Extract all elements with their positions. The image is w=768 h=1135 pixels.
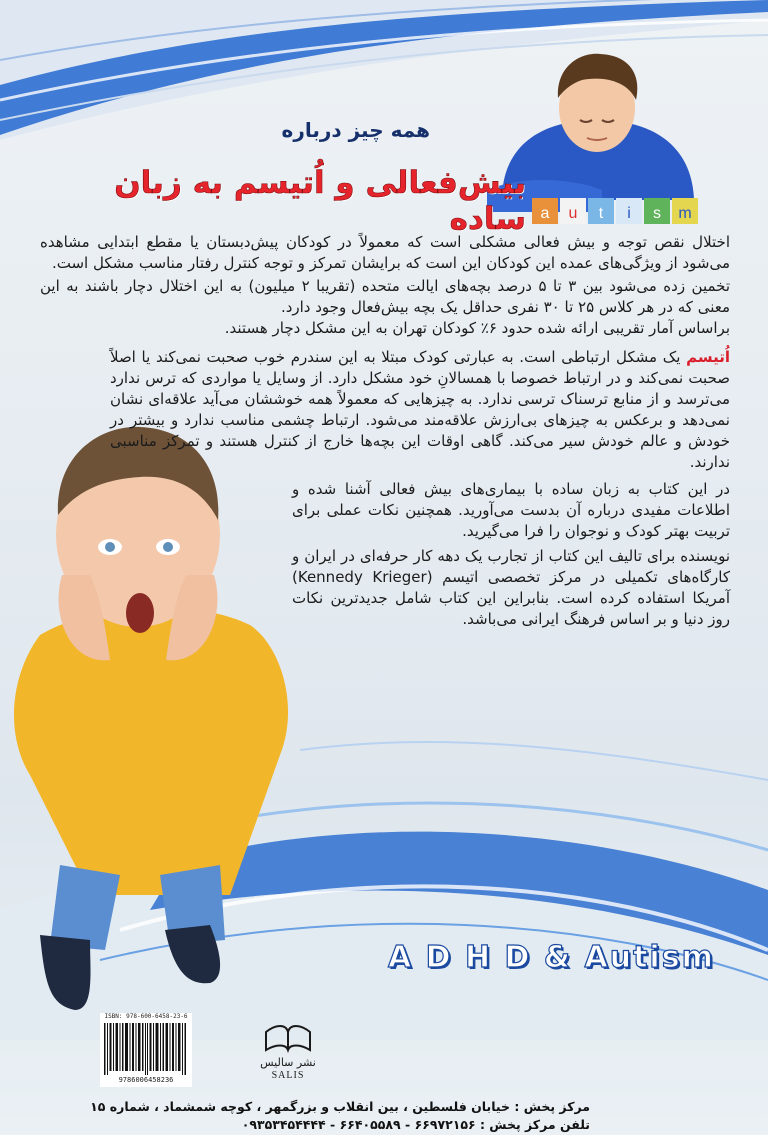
- distribution-phones: تلفن مرکز پخش : ۶۶۹۷۲۱۵۶ - ۶۶۴۰۵۵۸۹ - ۰۹۳۵۳۴۵۴۴۴۴: [241, 1117, 590, 1132]
- back-cover-description: [40, 232, 730, 630]
- block-letter: a: [540, 205, 550, 222]
- cover-title: بیش‌فعالی و اُتیسم به زبان ساده: [114, 165, 526, 237]
- paragraph-adhd-statistics: تخمین زده می‌شود بین ۳ تا ۵ درصد بچه‌های ایالت متحده (تقریبا ۲ میلیون) به این اختلال دچار باشند به این معنی که در هر کلاس ۲۵ تا ۳۰ نفری حداقل یک بچه بیش‌فعال وجود دارد.: [40, 277, 731, 316]
- isbn-label: ISBN: 978-600-6458-23-6: [104, 1013, 188, 1020]
- distribution-info: [90, 1098, 590, 1134]
- block-letter: s: [653, 205, 661, 222]
- block-letter: u: [568, 205, 578, 222]
- autism-highlight: اُتیسم: [686, 348, 730, 366]
- paragraph-tehran-statistics: براساس آمار تقریبی ارائه شده حدود ۶٪ کودکان تهران به این مشکل دچار هستند.: [224, 319, 730, 337]
- block-letter: i: [627, 205, 631, 222]
- barcode-bars: [104, 1023, 188, 1075]
- paragraph-adhd-intro: اختلال نقص توجه و بیش فعالی مشکلی است که معمولاً در کودکان پیش‌دبستان یا مقطع ابتدایی مشاهده می‌شود از ویژگی‌های عمده این کودکان این است که برایشان تمرکز و توجه کنترل رفتار مناسب مشکل است.: [40, 233, 730, 272]
- block-letter: t: [598, 205, 604, 222]
- publisher-name: SALIS: [271, 1070, 305, 1081]
- isbn-barcode: [100, 1013, 192, 1087]
- cover-subtitle: همه چیز درباره: [281, 118, 430, 142]
- barcode-number: 9786006458236: [118, 1076, 174, 1084]
- publisher-logo-text: نشر سالیس: [260, 1056, 316, 1069]
- paragraph-autism: [110, 347, 730, 473]
- autism-description: یک مشکل ارتباطی است. به عبارتی کودک مبتلا به این سندرم خوب صحبت نمی‌کند یا اصلاً صحبت نمی‌کند و در ارتباط خصوصا با همسالانِ خود مشکل دارد. از وسایل یا مواردی که ترس ندارد می‌ترسد و از منابع ترسناک ترسی ندارد. به چیزهایی که معمولاً همه خوششان می‌آید علاقه‌ای نشان نمی‌دهد و برعکس به چیزهای بی‌ارزش علاقه‌مند می‌شود. ارتباط چشمی مناسب ندارد و بیشتر در خودش و عالم خودش سیر می‌کند. گاهی اوقات این بچه‌ها خارج از کنترل هستند و تمرکز مناسبی ندارند.: [110, 348, 730, 471]
- adhd-autism-brand: A D H D & Autism: [388, 940, 715, 975]
- paragraph-author-experience: نویسنده برای تالیف این کتاب از تجارب یک دهه کار حرفه‌ای در ایران و کارگاه‌های تکمیلی در مرکز تخصصی اتیسم (Kennedy Krieger) آمریکا استفاده کرده است. بنابراین این کتاب شامل جدیدترین نکات روز دنیا و بر اساس فرهنگ ایرانی می‌باشد.: [292, 547, 731, 628]
- paragraph-book-purpose: در این کتاب به زبان ساده با بیماری‌های بیش فعالی آشنا شده و اطلاعات مفیدی درباره آن بدست می‌آورید. همچنین نکات عملی برای تربیت بهتر کودک و نوجوان را فرا می‌گیرید.: [292, 480, 730, 540]
- salis-publisher-logo: [258, 1010, 318, 1072]
- block-letter: m: [678, 205, 692, 222]
- alphabet-blocks: [532, 198, 698, 224]
- distribution-address: مرکز پخش : خیابان فلسطین ، بین انقلاب و بزرگمهر ، کوچه شمشماد ، شماره ۱۵: [90, 1099, 590, 1114]
